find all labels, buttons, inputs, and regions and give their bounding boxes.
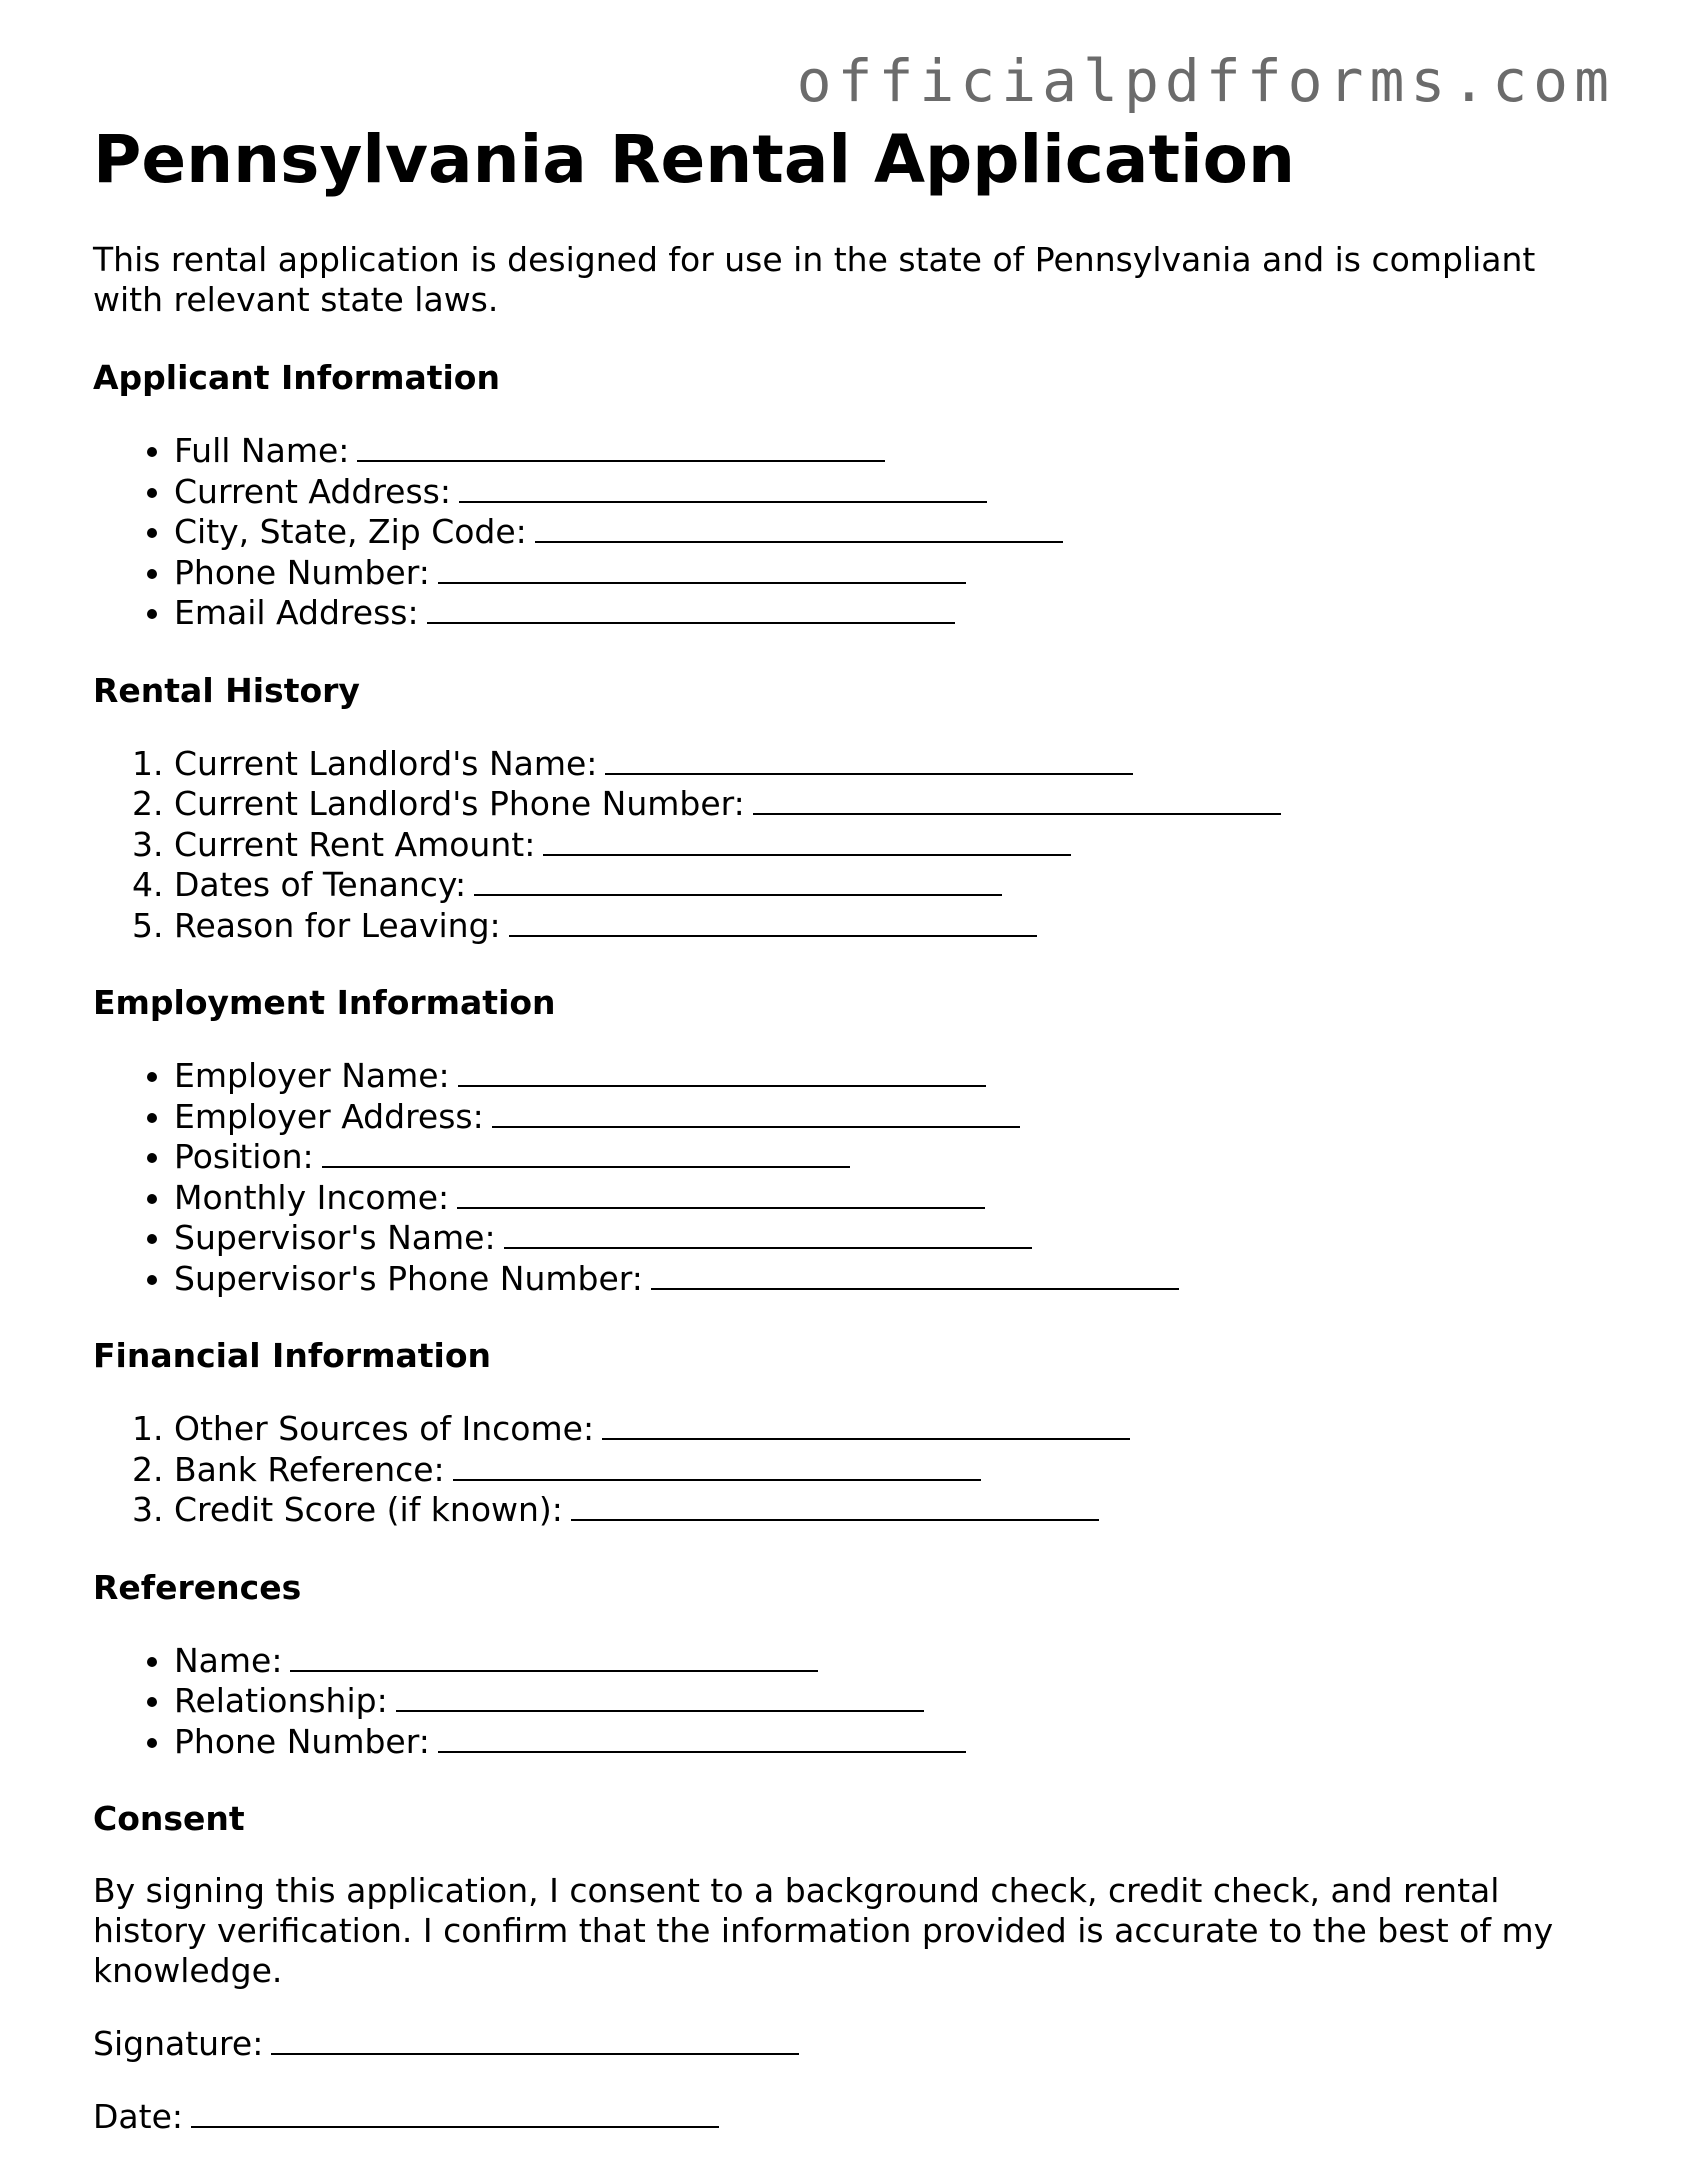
field-label: Bank Reference: [174,1449,445,1489]
references-list [93,1640,1593,1762]
document-page [93,118,1593,2137]
financial-heading: Financial Information [93,1336,492,1375]
reason-for-leaving-field[interactable] [509,905,1037,937]
field-label: Name: [174,1640,283,1680]
full-name-field[interactable] [357,430,885,462]
field-label: Reason for Leaving: [174,905,501,945]
applicant-list [93,430,1593,633]
current-address-field[interactable] [459,471,987,503]
employment-heading: Employment Information [93,983,556,1022]
field-label: Current Rent Amount: [174,824,536,864]
list-item [174,1258,1593,1299]
field-label: Position: [174,1137,314,1176]
intro-text: This rental application is designed for use in the state of Pennsylvania and is compliant with relevant state laws. [93,240,1536,319]
reference-phone-field[interactable] [438,1721,966,1753]
consent-heading: Consent [93,1799,245,1838]
employment-list [93,1055,1593,1298]
field-label: Relationship: [174,1681,388,1720]
list-item [174,1177,1593,1218]
dates-of-tenancy-field[interactable] [474,864,1002,896]
list-item [174,471,1593,512]
list-item [174,430,1593,471]
list-item [174,1640,1593,1681]
signature-label: Signature: [93,2024,264,2063]
list-item [174,1055,1593,1096]
monthly-income-field[interactable] [457,1177,985,1209]
employer-address-field[interactable] [492,1096,1020,1128]
reference-relationship-field[interactable] [396,1680,924,1712]
field-label: Employer Address: [174,1096,484,1136]
list-item [174,1721,1593,1762]
position-field[interactable] [322,1136,850,1168]
field-label: Supervisor's Phone Number: [174,1258,643,1298]
list-item [174,1489,1593,1530]
list-item [174,824,1593,865]
list-item [174,511,1593,552]
list-item [174,1217,1593,1258]
landlord-phone-field[interactable] [753,783,1281,815]
field-label: Full Name: [174,431,350,470]
field-label: Phone Number: [174,552,430,592]
signature-line [93,2023,1593,2064]
list-item [174,743,1593,784]
supervisor-phone-field[interactable] [651,1258,1179,1290]
date-field[interactable] [191,2096,719,2128]
current-rent-field[interactable] [543,824,1071,856]
field-label: Credit Score (if known): [174,1490,563,1529]
field-label: Supervisor's Name: [174,1218,496,1257]
field-label: Current Landlord's Phone Number: [174,784,745,823]
employer-name-field[interactable] [458,1055,986,1087]
field-label: Current Address: [174,471,451,511]
field-label: Dates of Tenancy: [174,865,467,904]
supervisor-name-field[interactable] [504,1217,1032,1249]
field-label: City, State, Zip Code: [174,512,527,551]
signature-field[interactable] [271,2023,799,2055]
list-item [174,905,1593,946]
city-state-zip-field[interactable] [535,511,1063,543]
list-item [174,864,1593,905]
field-label: Current Landlord's Name: [174,743,598,783]
credit-score-field[interactable] [571,1489,1099,1521]
date-line [93,2096,1593,2137]
list-item [174,592,1593,633]
field-label: Email Address: [174,593,419,632]
list-item [174,552,1593,593]
list-item [174,783,1593,824]
watermark-text: officialpdfforms.com [796,47,1615,115]
email-address-field[interactable] [427,592,955,624]
list-item [174,1136,1593,1177]
bank-reference-field[interactable] [453,1449,981,1481]
page-title: Pennsylvania Rental Application [93,121,1295,198]
date-label: Date: [93,2097,183,2136]
references-heading: References [93,1567,302,1607]
consent-text: By signing this application, I consent to a background check, credit check, and rental history verification. I confirm that the information provided is accurate to the best of my knowledge. [93,1871,1554,1990]
list-item [174,1680,1593,1721]
reference-name-field[interactable] [290,1640,818,1672]
phone-number-field[interactable] [438,552,966,584]
field-label: Employer Name: [174,1056,450,1095]
list-item [174,1449,1593,1490]
other-income-field[interactable] [602,1408,1130,1440]
landlord-name-field[interactable] [605,743,1133,775]
list-item [174,1096,1593,1137]
applicant-heading: Applicant Information [93,358,500,397]
rental-history-heading: Rental History [93,670,360,710]
field-label: Phone Number: [174,1721,430,1761]
financial-list [93,1408,1593,1530]
list-item [174,1408,1593,1449]
field-label: Monthly Income: [174,1177,450,1217]
field-label: Other Sources of Income: [174,1409,595,1448]
rental-history-list [93,743,1593,946]
